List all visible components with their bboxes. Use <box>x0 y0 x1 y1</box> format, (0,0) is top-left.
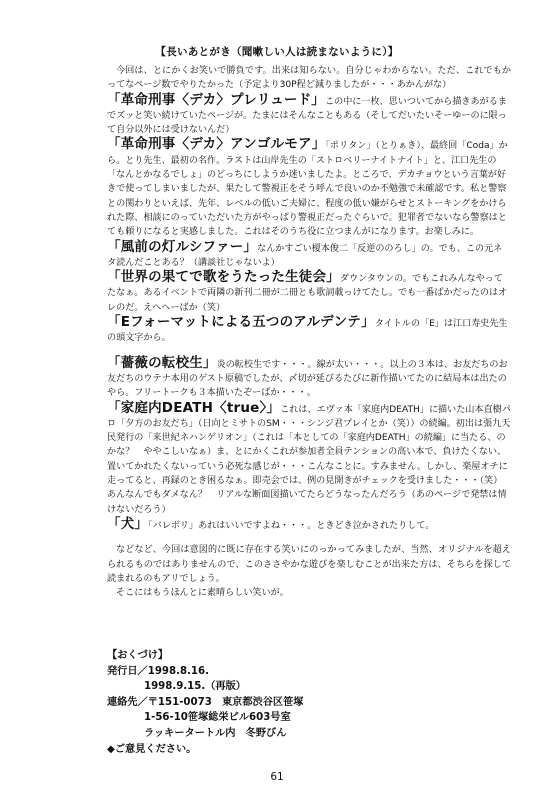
colophon-heading: 【おくづけ】 <box>107 650 169 661</box>
colophon-address: 1-56-10笹塚総栄ビル603号室 <box>144 712 291 724</box>
section-gap <box>107 533 511 543</box>
intro-paragraph: 今回は、とにかくお笑いで勝負です。出来は知らない。自分じゃわからない。ただ、これでもかってなページ数でやりたかった（予定より30P程ど減りましたが・・・あかんがな） <box>107 66 511 91</box>
entry-text: この中に一枚、思いついてから描きあがるまでズッと笑い続けていたページが。たまにはそんなこともある（そしてだいたいそーゆーのに限って自分以外には受けないんだ） <box>107 96 507 136</box>
entry-angolmois <box>107 137 511 239</box>
colophon-date: 発行日／1998.8.16. <box>107 665 209 677</box>
entry-prelude <box>107 93 511 138</box>
entry-text: なんかすごい榎本俊二「反逆ののろし」の。でも、この元ネタ読んだことある？（講談社じゃないよ） <box>107 243 503 268</box>
colophon-organization: ラッキータートル内 冬野びん <box>144 727 287 739</box>
entry-al-dente <box>107 315 511 346</box>
page-number: 61 <box>270 771 284 783</box>
colophon <box>107 648 407 757</box>
entry-title: 「Eフォーマットによる五つのアルデンテ」 <box>107 314 375 331</box>
closing-line: そこにはもうほんとに素晴らしい笑いが。 <box>116 588 289 599</box>
colophon-contact: 連絡先／〒151-0073 東京都渋谷区笹塚 <box>107 696 304 708</box>
entry-title: 「犬」 <box>107 515 149 532</box>
entry-text: タイトルの「E」は江口寿史先生の頭文字から。 <box>107 319 508 344</box>
entry-text: 「ポリタン」（とりぁき）、最終回「Coda」から。とり先生、最初の名作。ラストは山岸先生の「ストロベリーナイトナイト」と、江口先生の「なんとかなるでしょ」のどっちにしようか迷いましたよ。ところで、デカチョウという言葉が好きで使ってしまいましたが、果たして警視正をそう呼んで良いのか不勉強で未確認です。私と警察との関わりといえば、先年、レベルの低いご夫婦に、程度の低い嫌がらせとストーキングをかけられた際、相談にのっていただいた方がやっぱり警視正だったぐらいで。犯罪者でないなら警察はとても頼りになると実感しました。これはそのうち役に立つまんがになります。お楽しみに。 <box>107 141 508 238</box>
entry-inu <box>107 517 511 533</box>
entry-title: 「薔薇の転校生」 <box>107 354 217 371</box>
closing-paragraph: などなど、今回は意図的に既に存在する笑いにのっかってみましたが、当然、オリジナルを超えられるものではありませんので、このささやかな遊びを楽しむことが出来た方は、そちらを探して読まれるのもアリでしょう。 <box>107 545 511 584</box>
entry-title: 「風前の灯ルシファー」 <box>107 238 258 255</box>
colophon-reprint: 1998.9.15.（再版） <box>144 681 246 693</box>
entry-lucifer <box>107 240 511 271</box>
entry-katei-death <box>107 401 511 517</box>
entry-text: 炎の転校生です・・・。線が太い・・・。以上の３本は、お友だちのお友だちのウテナ本用のゲスト原稿でしたが、〆切が延びるたびに新作描いてたのに結局本は出たのやら。フリートークも３本描いたぞーばか・・・。 <box>107 359 508 399</box>
entry-title: 「革命刑事〈デカ〉プレリュード」 <box>107 91 325 108</box>
afterword-body <box>107 64 511 600</box>
entry-text: これは、エヴァ本「家庭内DEATH」に描いた山本直樹パロ「夕方のお友だち」（日向とミサトのSM・・・シンジ君プレイとか（笑））の続編。初出は張九天民発行の「来世紀ネハンゲリオン」（これは「本としての「家庭内DEATH」の続編」に当たる、のかな？ ややこしいなぁ）ま、とにかくこれが参加者全員テンションの高い本で、負けたくない、置いてかれたくないっていう必死な感じが・・・こんなことに。すみません。しかし、楽屋オチに走ってると、再録のとき困るなぁ。即売会では、例の見開きがチェックを受けました・・・（笑）あんなんでもダメなん？ リアルな断面図描いてたらどうなったんだろう（あのページで発禁は情けないだろう） <box>107 404 511 515</box>
entry-title: 「世界の果てで歌をうたった生徒会」 <box>107 269 340 286</box>
entry-student-council <box>107 270 511 315</box>
entry-text: 「バレボリ」あれはいいですよね・・・。ときどき泣かされたりして。 <box>148 520 435 531</box>
entry-text: ダウンタウンの。でもこれみんなやってたなぁ。あるイベントで両隣の新刊二冊が二冊とも歌詞載っけてたし。でも一番ばかだったのはオレのだ。えへへーばか（笑） <box>107 274 508 313</box>
colophon-note: ◆ご意見ください。 <box>107 743 197 755</box>
entry-title: 「家庭内DEATH〈true〉」 <box>107 399 281 416</box>
entry-title: 「革命刑事〈デカ〉アンゴルモア」 <box>107 136 326 153</box>
page-heading: 【長いあとがき（聞嗽しい人は読まないように）】 <box>155 46 399 58</box>
entry-rose-transfer <box>107 356 511 401</box>
